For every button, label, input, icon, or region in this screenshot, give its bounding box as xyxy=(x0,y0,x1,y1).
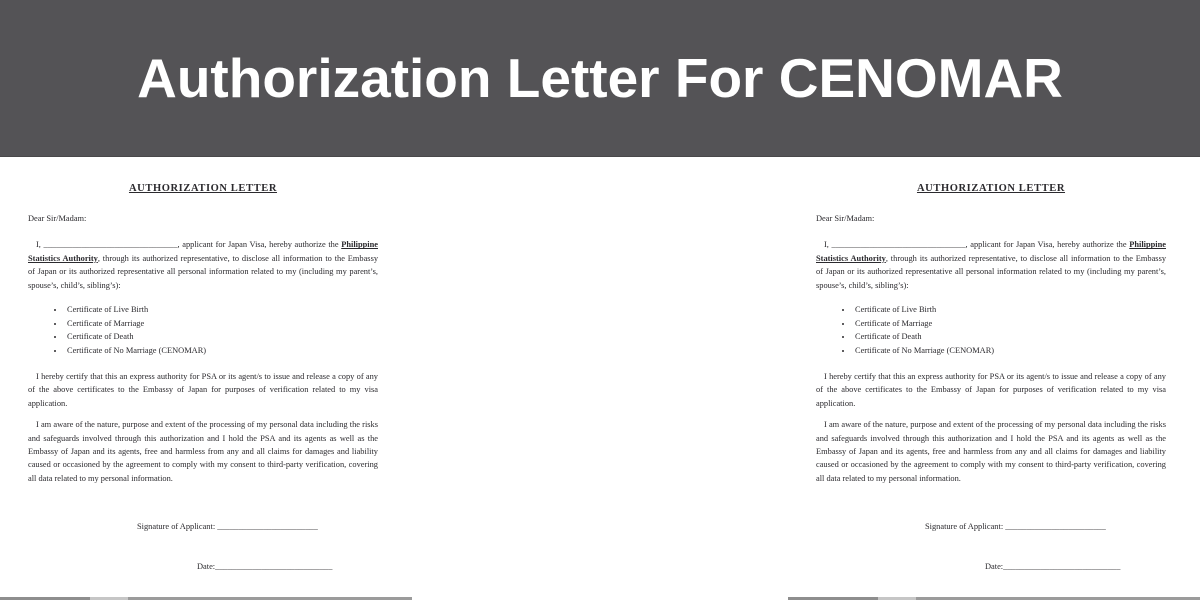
list-item-marriage: • Certificate of Marriage xyxy=(853,317,1166,331)
list-item-marriage: • Certificate of Marriage xyxy=(65,317,378,331)
authorization-paragraph xyxy=(816,238,1166,292)
signature-line xyxy=(137,520,378,533)
psa-name: Philippine Statistics Authority xyxy=(28,240,378,263)
paragraph-text: , through its authorized representative, to disclose all information to the Embassy of Japan or its authorized representative all personal information related to my (including my parent’s, spouse’s, child’s, sibling’s): xyxy=(28,253,379,290)
document-title: AUTHORIZATION LETTER xyxy=(916,183,1066,194)
applicant-name-blank: ________________________________ xyxy=(43,240,178,250)
list-item-cenomar: • Certificate of No Marriage (CENOMAR) xyxy=(65,344,378,358)
paragraph-text: , applicant for Japan Visa, hereby authorize the xyxy=(177,240,342,250)
paragraph-text: I, xyxy=(824,240,832,250)
date-line xyxy=(197,560,378,573)
psa-name: Philippine Statistics Authority xyxy=(816,240,1166,263)
signature-blank: ________________________ xyxy=(217,522,318,532)
title-banner xyxy=(0,0,1200,157)
date-blank: ____________________________ xyxy=(215,561,333,571)
signature-blank: ________________________ xyxy=(1005,522,1106,532)
document-title: AUTHORIZATION LETTER xyxy=(128,183,278,194)
page-title: Authorization Letter For CENOMAR xyxy=(137,47,1063,109)
paragraph-text: I, xyxy=(36,240,44,250)
letter-page-right xyxy=(788,157,1200,600)
letter-page-left xyxy=(0,157,412,600)
signature-label: Signature of Applicant: xyxy=(137,522,218,532)
certificate-list xyxy=(28,303,378,357)
signature-label: Signature of Applicant: xyxy=(925,522,1006,532)
list-item-death: • Certificate of Death xyxy=(65,330,378,344)
date-line xyxy=(985,560,1166,573)
certify-paragraph: I hereby certify that this an express authority for PSA or its agent/s to issue and release a copy of any of the above certificates to the Embassy of Japan for purposes of verification related to my visa application. xyxy=(816,372,1166,408)
date-label: Date: xyxy=(985,561,1004,571)
signature-line xyxy=(925,520,1166,533)
date-label: Date: xyxy=(197,561,216,571)
paragraph-text: , applicant for Japan Visa, hereby authorize the xyxy=(965,240,1130,250)
list-item-death: • Certificate of Death xyxy=(853,330,1166,344)
date-blank: ____________________________ xyxy=(1003,561,1121,571)
salutation: Dear Sir/Madam: xyxy=(28,214,87,223)
authorization-paragraph xyxy=(28,238,378,292)
applicant-name-blank: ________________________________ xyxy=(831,240,966,250)
salutation: Dear Sir/Madam: xyxy=(816,214,875,223)
certificate-list xyxy=(816,303,1166,357)
list-item-live-birth: • Certificate of Live Birth xyxy=(65,303,378,317)
certify-paragraph: I hereby certify that this an express authority for PSA or its agent/s to issue and release a copy of any of the above certificates to the Embassy of Japan for purposes of verification related to my visa application. xyxy=(28,372,378,408)
privacy-paragraph: I am aware of the nature, purpose and extent of the processing of my personal data including the risks and safeguards involved through this authorization and I hold the PSA and its agents as well as the Embassy of Japan and its agents, free and harmless from any and all claims for damages and liability caused or occasioned by the agreement to comply with my consent to third-party verification, covering all data related to my personal information. xyxy=(28,420,378,483)
list-item-live-birth: • Certificate of Live Birth xyxy=(853,303,1166,317)
list-item-cenomar: • Certificate of No Marriage (CENOMAR) xyxy=(853,344,1166,358)
paragraph-text: , through its authorized representative, to disclose all information to the Embassy of Japan or its authorized representative all personal information related to my (including my parent’s, spouse’s, child’s, sibling’s): xyxy=(816,253,1167,290)
privacy-paragraph: I am aware of the nature, purpose and extent of the processing of my personal data including the risks and safeguards involved through this authorization and I hold the PSA and its agents as well as the Embassy of Japan and its agents, free and harmless from any and all claims for damages and liability caused or occasioned by the agreement to comply with my consent to third-party verification, covering all data related to my personal information. xyxy=(816,420,1166,483)
